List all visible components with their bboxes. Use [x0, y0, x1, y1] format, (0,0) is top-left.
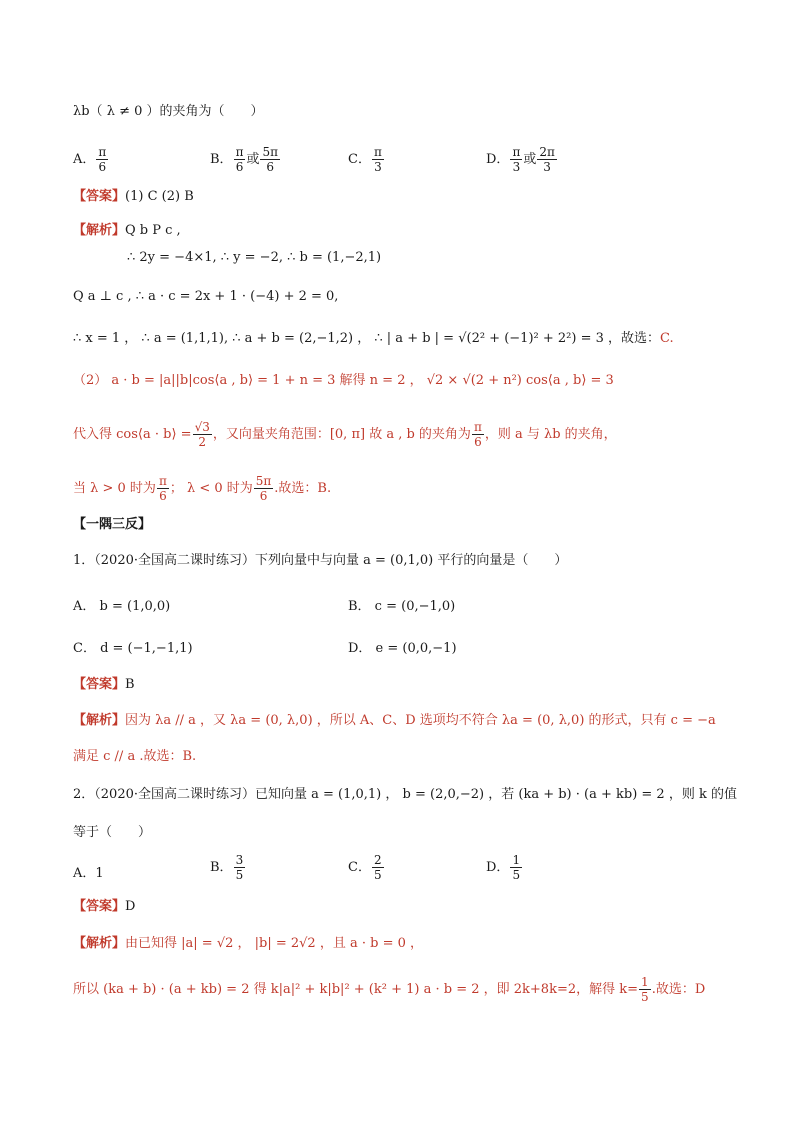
problem-2-option-c: C． $\frac{2}{5}$ — [348, 853, 382, 882]
analysis-line-2: ∴ 2y = −4×1, ∴ y = −2, ∴ b = (1,−2,1) — [127, 250, 382, 265]
problem-1-solution-1: 【解析】因为 λa // a ，又 λa = (0, λ,0) ，所以 A、C、D 选项均不符合 λa = (0, λ,0) 的形式，只有 c = −a — [73, 713, 716, 728]
problem-1-option-c: C． d = (−1,−1,1) — [73, 641, 193, 656]
analysis-line-5: （2） a · b = |a||b|cos⟨a , b⟩ = 1 + n = 3 解得 n = 2 ， √2 × √(2 + n²) cos⟨a , b⟩ = 3 — [73, 373, 614, 388]
option-c: C． $\frac{\pi}{3}$ — [348, 145, 382, 174]
fraction: $\frac{\pi}{6}$ — [98, 145, 107, 174]
answer-tag: 【答案】 — [73, 189, 126, 204]
problem-1-answer: 【答案】B — [73, 677, 135, 692]
problem-2-stem-2: 等于（ ） — [73, 825, 152, 840]
problem-1-option-d: D． e = (0,0,−1) — [348, 641, 457, 656]
answer-line — [73, 188, 194, 206]
analysis-line-4: ∴ x = 1 ， ∴ a = (1,1,1), ∴ a + b = (2,−1,2) ， ∴ | a + b | = √(2² + (−1)² + 2²) = 3 ，故选：C. — [73, 331, 674, 346]
option-d: D． $\frac{\pi}{3}$ 或 $\frac{2\pi}{3}$ — [486, 145, 555, 174]
section-heading: 【一隅三反】 — [73, 517, 152, 532]
problem-2-solution-2: 所以 (ka + b) · (a + kb) = 2 得 k|a|² + k|b|² + (k² + 1) a · b = 2 ，即 2k+8k=2，解得 k= $\frac{1}{5}$ .故选：D — [73, 975, 706, 1004]
problem-1-solution-2: 满足 c // a .故选：B. — [73, 749, 197, 764]
problem-2-option-a: A．1 — [73, 866, 104, 881]
problem-2-option-b: B． $\frac{3}{5}$ — [210, 853, 244, 882]
answer-text: (1) C (2) B — [125, 189, 194, 204]
problem-1-stem: 1．（2020·全国高二课时练习）下列向量中与向量 a = (0,1,0) 平行的向量是（ ） — [73, 553, 568, 568]
analysis-line-3: Q a ⊥ c , ∴ a · c = 2x + 1 · (−4) + 2 = 0, — [73, 289, 339, 304]
problem-2-stem-1: 2．（2020·全国高二课时练习）已知向量 a = (1,0,1) ， b = (2,0,−2) ，若 (ka + b) · (a + kb) = 2 ，则 k 的值 — [73, 787, 737, 802]
option-a: A． $\frac{\pi}{6}$ — [73, 145, 107, 174]
problem-1-option-a: A． b = (1,0,0) — [73, 599, 171, 614]
question-tail: λb（ λ ≠ 0 ）的夹角为（ ） — [73, 104, 264, 119]
problem-2-option-d: D． $\frac{1}{5}$ — [486, 853, 521, 882]
problem-2-solution-1: 【解析】由已知得 |a| = √2 ， |b| = 2√2 ，且 a · b = 0 ， — [73, 936, 423, 951]
option-b: B． $\frac{\pi}{6}$ 或 $\frac{5\pi}{6}$ — [210, 145, 278, 174]
analysis-tag: 【解析】 — [73, 223, 126, 238]
analysis-line-6: 代入得 cos⟨a · b⟩ = $\frac{√3}{2}$ ，又向量夹角范围：[0, π] 故 a , b 的夹角为 $\frac{\pi}{6}$ ，则 a 与 λb 的夹角， — [73, 420, 617, 449]
analysis-line-1: 【解析】Q b P c , — [73, 223, 181, 238]
analysis-line-7: 当 λ > 0 时为 $\frac{\pi}{6}$ ； λ < 0 时为 $\frac{5\pi}{6}$ .故选：B. — [73, 474, 332, 503]
problem-2-answer: 【答案】D — [73, 899, 136, 914]
problem-1-option-b: B． c = (0,−1,0) — [348, 599, 456, 614]
